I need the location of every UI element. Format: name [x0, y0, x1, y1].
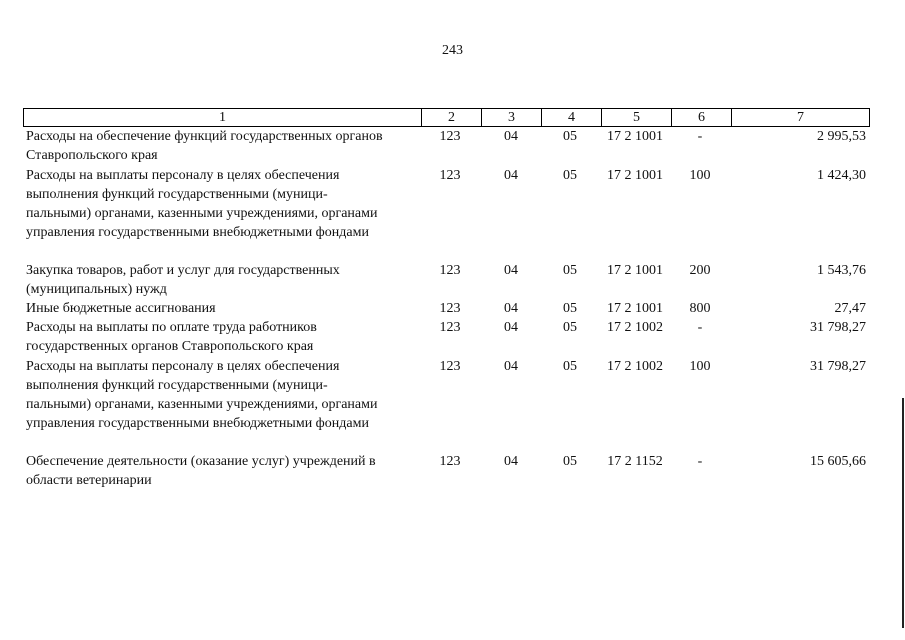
row-col-7: 15 605,66	[810, 454, 866, 469]
row-description: Расходы на выплаты персоналу в целях обеспечения выполнения функций государственными (муници- пальными) органами, казенными учреждениями, органами управления государственными внебюджетными фондами	[26, 359, 378, 431]
row-col-7: 31 798,27	[810, 320, 866, 335]
row-col-7: 27,47	[834, 301, 866, 316]
row-col-3: 04	[504, 454, 518, 469]
row-description: Иные бюджетные ассигнования	[26, 301, 216, 316]
row-description: Расходы на выплаты по оплате труда работников государственных органов Ставропольского края	[26, 320, 317, 354]
row-col-3: 04	[504, 359, 518, 374]
row-col-5: 17 2 1002	[607, 320, 663, 335]
row-description: Расходы на обеспечение функций государственных органов Ставропольского края	[26, 129, 383, 163]
row-col-6: 800	[689, 301, 711, 316]
row-col-2: 123	[439, 168, 461, 183]
row-col-4: 05	[563, 454, 577, 469]
row-description: Расходы на выплаты персоналу в целях обеспечения выполнения функций государственными (муници- пальными) органами, казенными учреждениями, органами управления государственными внебюджетными фондами	[26, 168, 378, 240]
row-col-5: 17 2 1001	[607, 129, 663, 144]
row-col-6: 100	[689, 168, 711, 183]
row-col-3: 04	[504, 263, 518, 278]
header-col-5: 5	[601, 109, 671, 126]
row-col-2: 123	[439, 359, 461, 374]
row-col-7: 2 995,53	[817, 129, 866, 144]
row-description: Закупка товаров, работ и услуг для государственных (муниципальных) нужд	[26, 263, 340, 297]
row-col-6: 200	[689, 263, 711, 278]
row-col-6: -	[697, 129, 703, 144]
page-number: 243	[442, 43, 463, 58]
row-col-5: 17 2 1001	[607, 263, 663, 278]
header-col-6: 6	[671, 109, 731, 126]
row-col-4: 05	[563, 301, 577, 316]
row-col-4: 05	[563, 168, 577, 183]
row-col-2: 123	[439, 129, 461, 144]
row-col-4: 05	[563, 320, 577, 335]
row-col-2: 123	[439, 263, 461, 278]
row-col-7: 31 798,27	[810, 359, 866, 374]
header-col-7: 7	[731, 109, 869, 126]
row-col-4: 05	[563, 129, 577, 144]
scan-edge-line	[902, 398, 904, 628]
table-header	[23, 108, 870, 127]
row-description: Обеспечение деятельности (оказание услуг) учреждений в области ветеринарии	[26, 454, 376, 488]
row-col-5: 17 2 1152	[607, 454, 663, 469]
row-col-5: 17 2 1002	[607, 359, 663, 374]
row-col-6: 100	[689, 359, 711, 374]
header-col-2: 2	[421, 109, 481, 126]
header-col-3: 3	[481, 109, 541, 126]
header-col-1: 1	[219, 110, 226, 125]
row-col-4: 05	[563, 359, 577, 374]
row-col-5: 17 2 1001	[607, 168, 663, 183]
row-col-5: 17 2 1001	[607, 301, 663, 316]
row-col-2: 123	[439, 301, 461, 316]
row-col-2: 123	[439, 320, 461, 335]
header-col-4: 4	[541, 109, 601, 126]
row-col-7: 1 424,30	[817, 168, 866, 183]
row-col-3: 04	[504, 168, 518, 183]
row-col-3: 04	[504, 320, 518, 335]
row-col-3: 04	[504, 301, 518, 316]
row-col-6: -	[697, 320, 703, 335]
row-col-6: -	[697, 454, 703, 469]
row-col-3: 04	[504, 129, 518, 144]
row-col-7: 1 543,76	[817, 263, 866, 278]
row-col-2: 123	[439, 454, 461, 469]
row-col-4: 05	[563, 263, 577, 278]
